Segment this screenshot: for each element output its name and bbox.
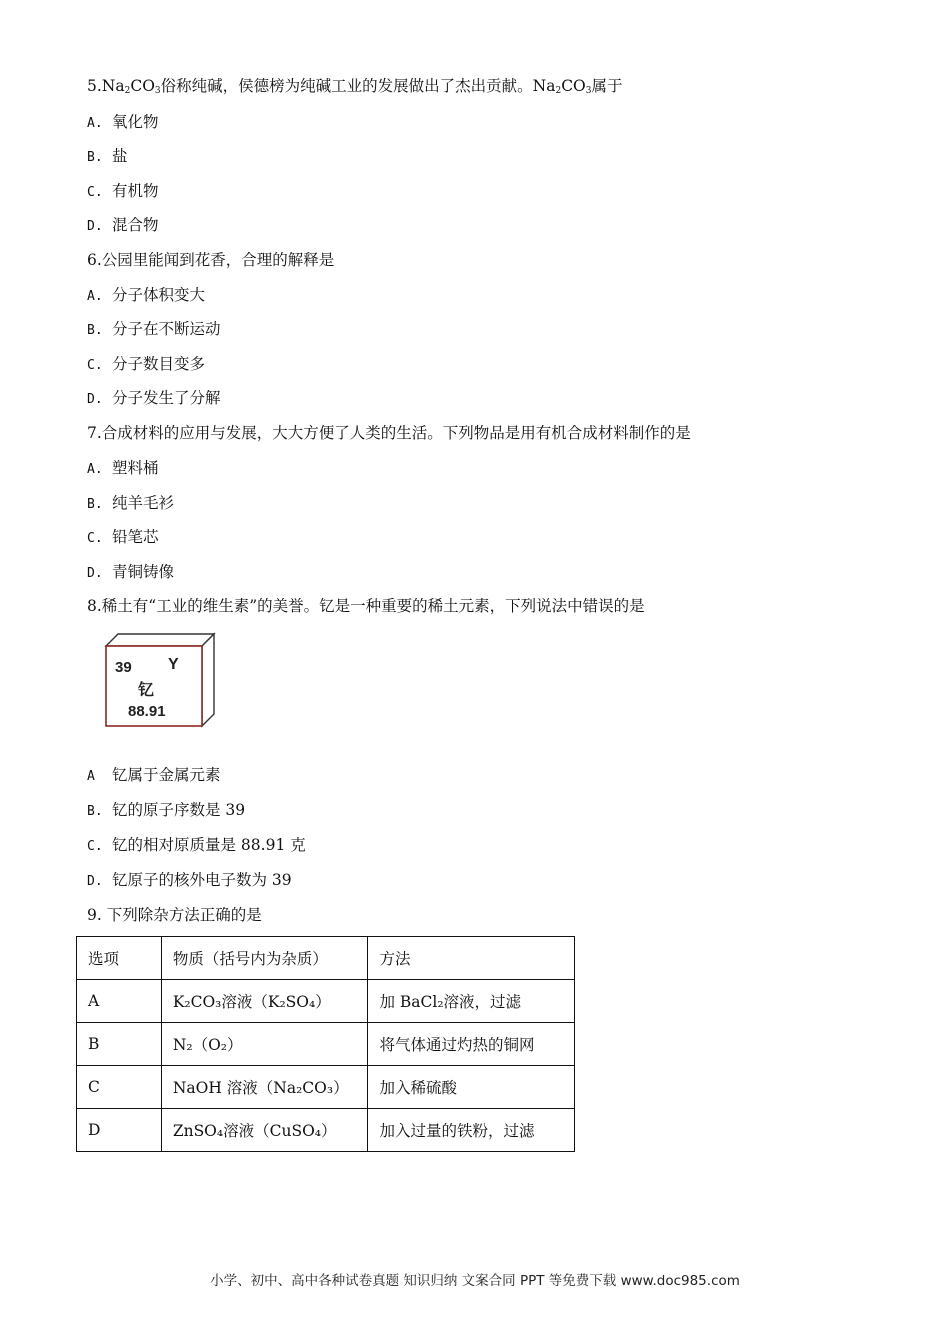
row-method: 加入过量的铁粉，过滤	[368, 1109, 575, 1152]
header-substance: 物质（括号内为杂质）	[161, 937, 368, 980]
q5-option-b: B. 盐	[87, 147, 128, 165]
page-footer: 小学、初中、高中各种试卷真题 知识归纳 文案合同 PPT 等免费下载 www.doc985.com	[210, 1273, 740, 1289]
yttrium-element-card	[104, 632, 216, 728]
row-option: D	[77, 1109, 162, 1152]
q7-option-a: A. 塑料桶	[87, 459, 159, 477]
q6-option-b: B. 分子在不断运动	[87, 320, 221, 338]
row-substance: ZnSO₄溶液（CuSO₄）	[161, 1109, 368, 1152]
row-option: B	[77, 1023, 162, 1066]
q8-option-c: C. 钇的相对原质量是 88.91 克	[87, 836, 306, 854]
q6-option-d: D. 分子发生了分解	[87, 389, 221, 407]
table-row	[77, 980, 575, 1023]
row-substance: N₂（O₂）	[161, 1023, 368, 1066]
table-row	[77, 1109, 575, 1152]
purification-table	[76, 936, 575, 1152]
element-name: 钇	[138, 680, 155, 699]
table-row	[77, 1023, 575, 1066]
q7-option-b: B. 纯羊毛衫	[87, 494, 175, 512]
q5-option-d: D. 混合物	[87, 216, 159, 234]
question-6-stem: 6.公园里能闻到花香，合理的解释是	[87, 251, 335, 269]
q7-option-d: D. 青铜铸像	[87, 563, 175, 581]
row-substance: NaOH 溶液（Na₂CO₃）	[161, 1066, 368, 1109]
row-option: A	[77, 980, 162, 1023]
question-8-stem: 8.稀土有“工业的维生素”的美誉。钇是一种重要的稀土元素，下列说法中错误的是	[87, 597, 645, 615]
q8-option-d: D. 钇原子的核外电子数为 39	[87, 871, 292, 889]
element-card-drawing	[104, 632, 216, 728]
question-7-stem: 7.合成材料的应用与发展，大大方便了人类的生活。下列物品是用有机合成材料制作的是	[87, 424, 691, 442]
q8-option-b: B. 钇的原子序数是 39	[87, 801, 246, 819]
q5-option-c: C. 有机物	[87, 182, 159, 200]
q6-option-c: C. 分子数目变多	[87, 355, 206, 373]
table-header-row	[77, 937, 575, 980]
row-substance: K₂CO₃溶液（K₂SO₄）	[161, 980, 368, 1023]
atomic-mass: 88.91	[128, 703, 166, 720]
atomic-number: 39	[115, 659, 132, 676]
q8-option-a: A 钇属于金属元素	[87, 766, 221, 784]
q6-option-a: A. 分子体积变大	[87, 286, 206, 304]
header-method: 方法	[368, 937, 575, 980]
question-5-stem: $5.Na_2CO_3$俗称纯碱，侯德榜为纯碱工业的发展做出了杰出贡献。$Na_2CO_3$属于	[87, 77, 623, 96]
q7-option-c: C. 铅笔芯	[87, 528, 159, 546]
row-method: 将气体通过灼热的铜网	[368, 1023, 575, 1066]
q5-option-a: A. 氧化物	[87, 113, 159, 131]
row-method: 加 BaCl₂溶液，过滤	[368, 980, 575, 1023]
row-option: C	[77, 1066, 162, 1109]
row-method: 加入稀硫酸	[368, 1066, 575, 1109]
header-option: 选项	[77, 937, 162, 980]
question-9-stem: 9. 下列除杂方法正确的是	[87, 906, 262, 924]
table-row	[77, 1066, 575, 1109]
element-symbol: Y	[168, 656, 179, 673]
